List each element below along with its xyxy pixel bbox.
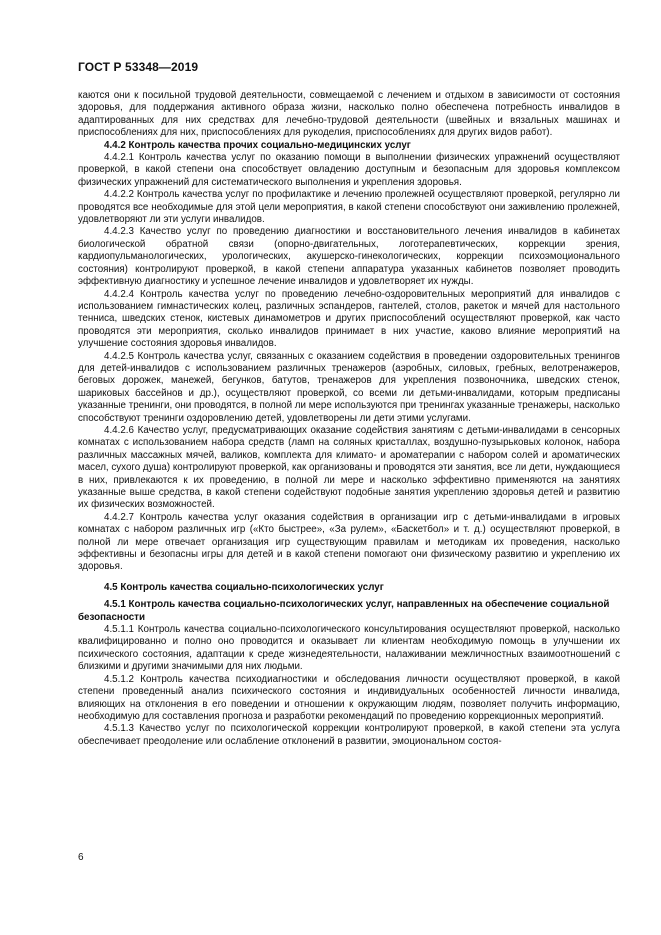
paragraph-4-4-2-7: 4.4.2.7 Контроль качества услуг оказания содействия в организации игр с детьми-инвалидами в игровых комнатах с набором различных игр («Кто быстрее», «За рулем», «Баскетбол» и т. д.) осуществляют проверкой, в полной ли мере отвечает организация игр существующим правилам и методикам их проведения, насколько эффективны и безопасны игры для детей и в какой степени помогают они физическому развитию и укреплению их здоровья. bbox=[78, 511, 620, 573]
heading-4-4-2: 4.4.2 Контроль качества прочих социально-медицинских услуг bbox=[104, 139, 411, 151]
paragraph-4-5-1-2: 4.5.1.2 Контроль качества психодиагностики и обследования личности осуществляют проверкой, в какой степени проведенный анализ психического состояния и индивидуальных особенностей личности инвалида, влияющих на отклонения в его поведении и отношении к окружающим людям, позволяет получить информацию, необходимую для составления прогноза и разработки рекомендаций по проведению коррекционных мероприятий. bbox=[78, 673, 620, 722]
paragraph-4-4-2-3: 4.4.2.3 Качество услуг по проведению диагностики и восстановительного лечения инвалидов в кабинетах биологической обратной связи (опорно-двигательных, логотерапевтических, коррекции зрения, кардиопульманологических, урологических, акушерско-гинекологических, коррекции психоэмоционального состояния) контролируют проверкой, в какой степени аппаратура указанных кабинетов позволяет проводить эффективную диагностику и успешное лечение инвалидов и удовлетворяет их нужды. bbox=[78, 226, 620, 288]
page-number: 6 bbox=[78, 852, 84, 863]
paragraph-4-4-2-4: 4.4.2.4 Контроль качества услуг по проведению лечебно-оздоровительных мероприятий для инвалидов с использованием гимнастических колец, различных эспандеров, гантелей, столов, ракеток и мячей для настольного тенниса, шведских стенок, кистевых динамометров и других приспособлений осуществляют проверкой, как часто проводятся эти мероприятия, сколько инвалидов принимает в них участие, каково влияние мероприятий на улучшение состояния здоровья инвалидов. bbox=[78, 288, 620, 350]
heading-4-5: 4.5 Контроль качества социально-психологических услуг bbox=[104, 581, 384, 593]
paragraph-4-5-1-1: 4.5.1.1 Контроль качества социально-психологического консультирования осуществляют проверкой, насколько квалифицированно и полно оно проводится и оказывает ли клиентам необходимую помощь в улучшении их психического состояния, адаптации к среде жизнедеятельности, налаживании межличностных взаимоотношений с близкими и другими значимыми для них людьми. bbox=[78, 624, 620, 673]
paragraph-4-4-2-1: 4.4.2.1 Контроль качества услуг по оказанию помощи в выполнении физических упражнений осуществляют проверкой, в какой степени она способствует овладению доступным и безопасным для здоровья комплексом физических упражнений для систематического выполнения и укрепления здоровья. bbox=[78, 152, 620, 188]
paragraph-4-5-1-3: 4.5.1.3 Качество услуг по психологической коррекции контролируют проверкой, в какой степени эта услуга обеспечивает преодоление или ослабление отклонений в развитии, эмоциональном состоя- bbox=[78, 723, 620, 747]
paragraph-4-4-2-5: 4.4.2.5 Контроль качества услуг, связанных с оказанием содействия в проведении оздоровительных тренингов для детей-инвалидов с использованием различных тренажеров (аэробных, силовых, гребных, велотренажеров, беговых дорожек, манежей, бегунков, батутов, тренажеров для укрепления позвоночника, шведских стенок, шариковых бассейнов и др.), осуществляют проверкой, со всеми ли детьми-инвалидами, которым предписаны указанные тренинги, они проводятся, в полной ли мере используются при тренингах указанные тренажеры, насколько способствуют тренинги оздоровлению детей, удовлетворены ли дети этими услугами. bbox=[78, 350, 620, 424]
heading-4-5-1: 4.5.1 Контроль качества социально-психологических услуг, направленных на обеспечение социальной безопасности bbox=[78, 599, 610, 623]
paragraph-intro-continuation: каются они к посильной трудовой деятельности, совмещаемой с лечением и отдыхом в зависимости от состояния здоровья, для поддержания активного образа жизни, насколько полно обеспечена потребность инвалидов в адаптированных для них средствах для лечебно-трудовой деятельности (швейных и вязальных машинах и приспособлениях для них, приспособлениях для рукоделия, приспособлениях для других видов работ). bbox=[78, 90, 620, 139]
document-header: ГОСТ Р 53348—2019 bbox=[78, 60, 199, 74]
document-body bbox=[78, 90, 620, 748]
paragraph-4-4-2-6: 4.4.2.6 Качество услуг, предусматривающих оказание содействия занятиям с детьми-инвалидами в сенсорных комнатах с использованием набора средств (ламп на соляных кристаллах, воздушно-пузырьковых колонок, набора различных массажных мячей, валиков, комплекта для климато- и ароматерапии с набором солей и ароматических масел, сухого душа) контролируют проверкой, как организованы и проводятся эти занятия, все ли дети, нуждающиеся в них, привлекаются к их проведению, в полной ли мере и насколько эффективно применяются на занятиях указанные выше средства, в какой степени содействуют подобные занятия укреплению здоровья детей и развитию их физических возможностей. bbox=[78, 424, 620, 511]
paragraph-4-4-2-2: 4.4.2.2 Контроль качества услуг по профилактике и лечению пролежней осуществляют проверкой, регулярно ли проводятся все необходимые для этой цели мероприятия, в какой степени способствуют они заживлению пролежней, удовлетворяют ли эти услуги инвалидов. bbox=[78, 189, 620, 226]
